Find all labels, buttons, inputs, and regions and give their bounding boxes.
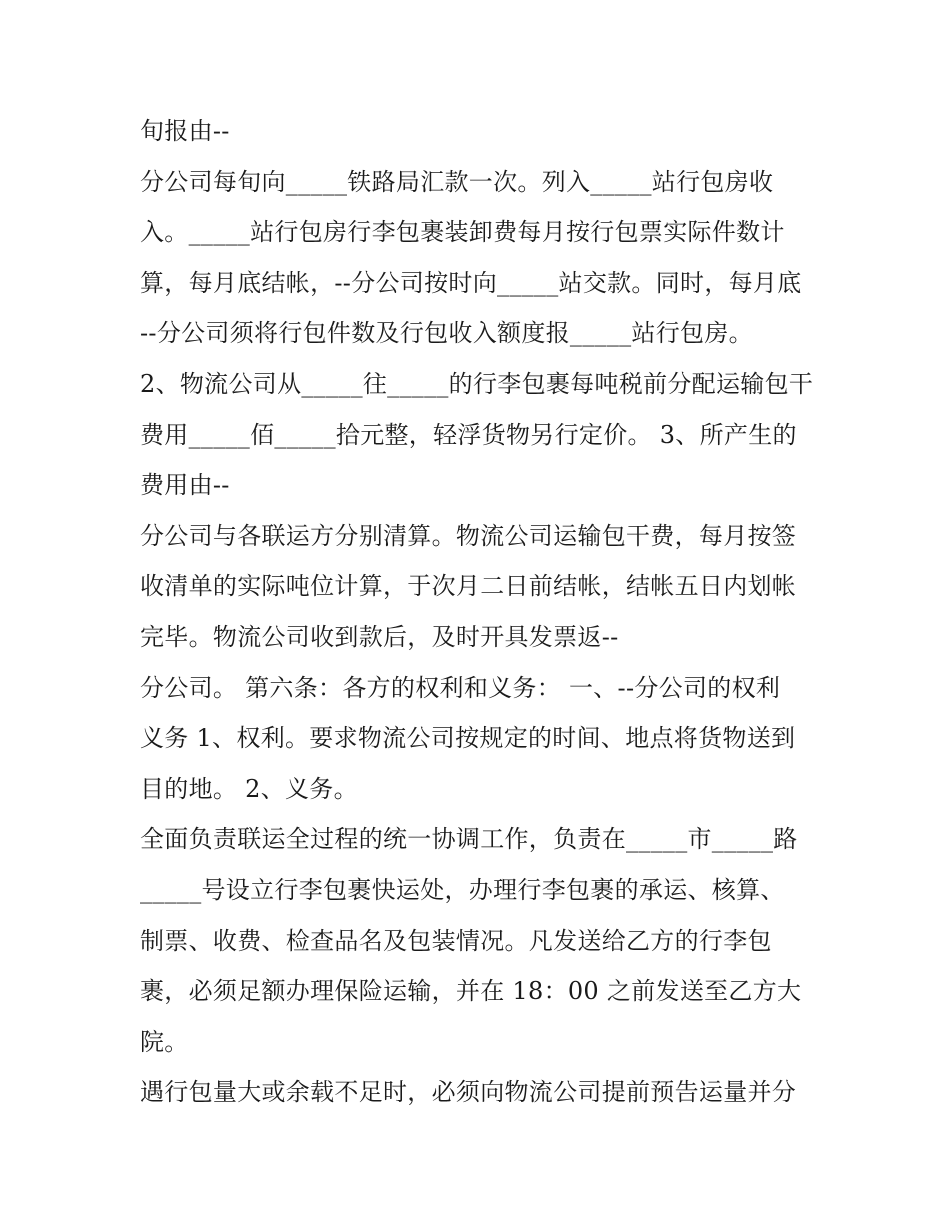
text-line: 全面负责联运全过程的统一协调工作，负责在_____市_____路 <box>140 825 798 854</box>
text-line: 院。 <box>140 1027 189 1056</box>
text-line: 裹，必须足额办理保险运输，并在 18：00 之前发送至乙方大 <box>140 977 802 1006</box>
text-line: --分公司须将行包件数及行包收入额度报_____站行包房。 <box>140 319 753 348</box>
text-line: _____号设立行李包裹快运处，办理行李包裹的承运、核算、 <box>140 875 785 904</box>
text-line: 分公司。 第六条：各方的权利和义务： 一、--分公司的权利 <box>140 673 781 702</box>
text-line: 入。_____站行包房行李包裹装卸费每月按行包票实际件数计 <box>140 218 785 247</box>
text-line: 完毕。物流公司收到款后，及时开具发票返-- <box>140 622 619 651</box>
text-line: 收清单的实际吨位计算，于次月二日前结帐，结帐五日内划帐 <box>140 572 797 601</box>
document-body <box>140 106 820 1118</box>
text-line: 分公司与各联运方分别清算。物流公司运输包干费，每月按签 <box>140 521 797 550</box>
text-line: 费用_____佰_____拾元整，轻浮货物另行定价。 3、所产生的 <box>140 420 797 449</box>
text-line: 遇行包量大或余载不足时，必须向物流公司提前预告运量并分 <box>140 1078 797 1107</box>
text-line: 制票、收费、检查品名及包装情况。凡发送给乙方的行李包 <box>140 926 772 955</box>
text-line: 2、物流公司从_____往_____的行李包裹每吨税前分配运输包干 <box>140 369 814 398</box>
text-line: 费用由-- <box>140 471 230 500</box>
text-line: 分公司每旬向_____铁路局汇款一次。列入_____站行包房收 <box>140 167 774 196</box>
text-line: 目的地。 2、义务。 <box>140 774 358 803</box>
text-line: 算，每月底结帐，--分公司按时向_____站交款。同时，每月底 <box>140 268 802 297</box>
text-line: 旬报由-- <box>140 117 230 145</box>
text-line: 义务 1、权利。要求物流公司按规定的时间、地点将货物送到 <box>140 724 796 753</box>
